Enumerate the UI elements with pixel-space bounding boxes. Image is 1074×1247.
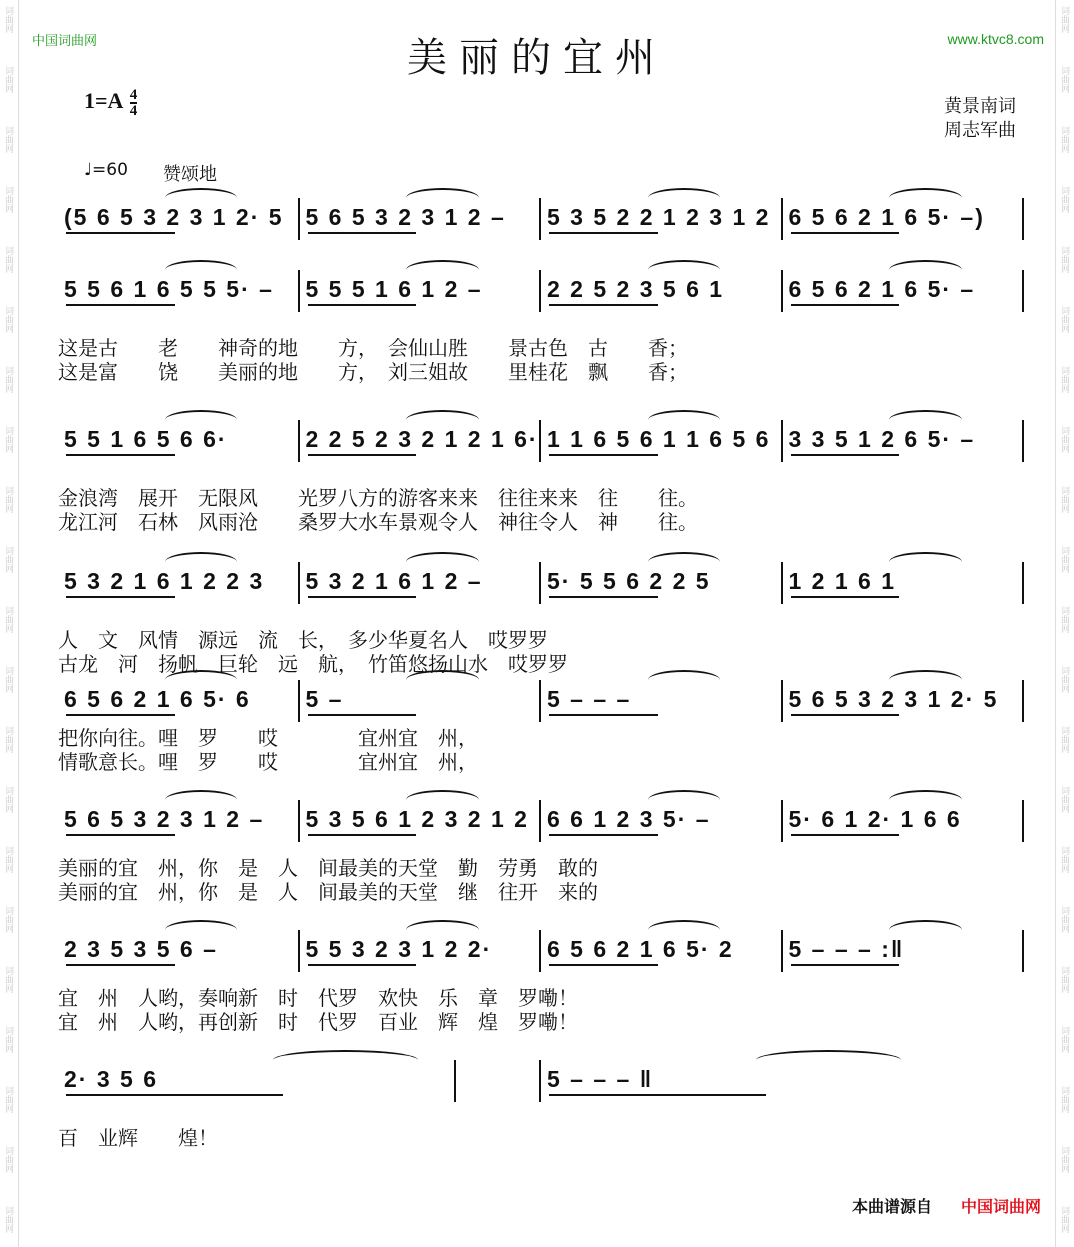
lyric-text: 百 业辉 煌！ (58, 1126, 218, 1150)
measure: 2 2 5 2 3 2 1 2 1 6· (305, 426, 539, 452)
barline (298, 930, 300, 972)
watermark-text: 词曲网 (3, 726, 13, 753)
slur-arc (889, 260, 961, 280)
watermark-text: 词曲网 (3, 426, 13, 453)
beam-underline (791, 964, 900, 966)
watermark-text: 词曲网 (1059, 186, 1069, 213)
measure: 6 5 6 2 1 6 5· –) (788, 204, 985, 230)
watermark-text: 词曲网 (1059, 246, 1069, 273)
watermark-text: 词曲网 (1059, 66, 1069, 93)
slur-arc (406, 790, 478, 810)
beam-underline (549, 596, 658, 598)
watermark-text: 词曲网 (3, 546, 13, 573)
barline (298, 800, 300, 842)
beam-underline (308, 964, 417, 966)
lyricist-credit: 黄景南词 (944, 96, 1016, 117)
barline-end (1022, 198, 1024, 240)
source-site[interactable]: 中国词曲网 (960, 1197, 1041, 1216)
lyric-text: 美丽的宜 州，你 是 人 间最美的天堂 继 往开 来的 (58, 880, 598, 904)
slur-arc (165, 790, 237, 810)
watermark-text: 词曲网 (3, 126, 13, 153)
watermark-text: 词曲网 (1059, 786, 1069, 813)
barline-end (1022, 562, 1024, 604)
beam-underline (549, 714, 658, 716)
beam-underline (549, 964, 658, 966)
watermark-text: 词曲网 (3, 66, 13, 93)
watermark-text: 词曲网 (1059, 906, 1069, 933)
beam-underline (791, 232, 900, 234)
watermark-text: 词曲网 (3, 966, 13, 993)
barline-end (454, 1060, 456, 1102)
beam-underline (791, 834, 900, 836)
source-label: 本曲谱源自 (851, 1197, 932, 1216)
slur-arc (889, 410, 961, 430)
beam-underline (549, 1094, 766, 1096)
barline (781, 800, 783, 842)
measure: 5 5 5 1 6 1 2 – (305, 276, 483, 302)
slur-arc (648, 260, 720, 280)
lyric-text: 情歌意长。哩 罗 哎 宜州宜 州， (58, 750, 478, 774)
time-top: 4 (129, 87, 138, 103)
music-system-2 (56, 270, 1022, 314)
song-title: 美丽的宜州 (407, 35, 667, 81)
measure: 3 3 5 1 2 6 5· – (788, 426, 976, 452)
slur-arc (165, 552, 237, 572)
measure: 2 2 5 2 3 5 6 1 (547, 276, 725, 302)
barline (539, 1060, 541, 1102)
watermark-text: 词曲网 (1059, 1146, 1069, 1173)
lyric-text: 宜 州 人哟，奏响新 时 代罗 欢快 乐 章 罗嘞！ (58, 986, 578, 1010)
watermark-text: 词曲网 (3, 666, 13, 693)
barline (298, 420, 300, 462)
measure: 5· 5 5 6 2 2 5 (547, 568, 711, 594)
barline (539, 562, 541, 604)
watermark-text: 词曲网 (1059, 846, 1069, 873)
measure: 5 6 5 3 2 3 1 2 – (305, 204, 506, 230)
barline (539, 420, 541, 462)
beam-underline (308, 232, 417, 234)
measure: 5 5 3 2 3 1 2 2· (305, 936, 493, 962)
measure: 5 – – – (547, 686, 632, 712)
slur-arc (406, 920, 478, 940)
measure: 5 3 5 6 1 2 3 2 1 2 (305, 806, 529, 832)
watermark-text: 词曲网 (3, 606, 13, 633)
slur-arc (273, 1050, 418, 1070)
right-margin-strip (1055, 0, 1074, 1247)
slur-arc (648, 188, 720, 208)
barline (781, 930, 783, 972)
watermark-text: 词曲网 (1059, 426, 1069, 453)
slur-arc (889, 188, 961, 208)
slur-arc (406, 410, 478, 430)
watermark-text: 词曲网 (1059, 6, 1069, 33)
slur-arc (165, 260, 237, 280)
lyric-text: 宜 州 人哟，再创新 时 代罗 百业 辉 煌 罗嘞！ (58, 1010, 578, 1034)
beam-underline (791, 596, 900, 598)
watermark-text: 词曲网 (3, 1206, 13, 1233)
site-url-right[interactable]: www.ktvc8.com (947, 31, 1044, 47)
beam-underline (66, 232, 175, 234)
beam-underline (66, 834, 175, 836)
barline (298, 562, 300, 604)
site-logo-left[interactable]: 中国词曲网 (32, 34, 98, 49)
music-system-7 (56, 930, 1022, 974)
measure: 5 6 5 3 2 3 1 2 – (64, 806, 265, 832)
measure: 5 5 6 1 6 5 5 5· – (64, 276, 274, 302)
measure: 6 6 1 2 3 5· – (547, 806, 711, 832)
barline (298, 198, 300, 240)
watermark-text: 词曲网 (3, 306, 13, 333)
slur-arc (165, 410, 237, 430)
watermark-text: 词曲网 (1059, 666, 1069, 693)
barline-end (1022, 680, 1024, 722)
music-system-3 (56, 420, 1022, 464)
slur-arc (648, 410, 720, 430)
barline-end (1022, 420, 1024, 462)
lyric-text: 这是富 饶 美丽的地 方， 刘三姐故 里桂花 飘 香； (58, 360, 688, 384)
measure: 5 – – – ‖ (547, 1066, 654, 1092)
slur-arc (889, 670, 961, 690)
beam-underline (308, 714, 417, 716)
key-signature (84, 88, 137, 118)
barline (781, 420, 783, 462)
slur-arc (648, 552, 720, 572)
slur-arc (648, 670, 720, 690)
lyric-text: 人 文 风情 源远 流 长， 多少华夏名人 哎罗罗 (58, 628, 548, 652)
beam-underline (308, 596, 417, 598)
measure: 5 6 5 3 2 3 1 2· 5 (788, 686, 999, 712)
beam-underline (549, 834, 658, 836)
watermark-text: 词曲网 (1059, 726, 1069, 753)
beam-underline (791, 304, 900, 306)
slur-arc (406, 670, 478, 690)
music-system-6 (56, 800, 1022, 844)
slur-arc (406, 552, 478, 572)
measure: 2 3 5 3 5 6 – (64, 936, 218, 962)
beam-underline (66, 454, 175, 456)
slur-arc (165, 188, 237, 208)
beam-underline (66, 304, 175, 306)
watermark-text: 词曲网 (3, 186, 13, 213)
measure: 2· 3 5 6 (64, 1066, 158, 1092)
beam-underline (308, 454, 417, 456)
measure: (5 6 5 3 2 3 1 2· 5 (64, 204, 284, 230)
slur-arc (648, 920, 720, 940)
lyric-text: 这是古 老 神奇的地 方， 会仙山胜 景古色 古 香； (58, 336, 688, 360)
beam-underline (791, 714, 900, 716)
beam-underline (791, 454, 900, 456)
watermark-text: 词曲网 (3, 246, 13, 273)
watermark-text: 词曲网 (3, 1146, 13, 1173)
watermark-text: 词曲网 (3, 1026, 13, 1053)
barline (539, 930, 541, 972)
lyric-text: 美丽的宜 州，你 是 人 间最美的天堂 勤 劳勇 敢的 (58, 856, 598, 880)
slur-arc (889, 790, 961, 810)
watermark-text: 词曲网 (3, 6, 13, 33)
beam-underline (308, 304, 417, 306)
barline (781, 270, 783, 312)
composer-credit: 周志军曲 (944, 120, 1016, 141)
slur-arc (889, 552, 961, 572)
music-system-5 (56, 680, 1022, 724)
barline-end (1022, 930, 1024, 972)
slur-arc (889, 920, 961, 940)
watermark-text: 词曲网 (1059, 366, 1069, 393)
measure: 6 5 6 2 1 6 5· 6 (64, 686, 251, 712)
measure: 6 5 6 2 1 6 5· – (788, 276, 976, 302)
barline-end (1022, 800, 1024, 842)
watermark-text: 词曲网 (1059, 546, 1069, 573)
watermark-text: 词曲网 (3, 846, 13, 873)
watermark-text: 词曲网 (3, 906, 13, 933)
beam-underline (66, 714, 175, 716)
beam-underline (549, 232, 658, 234)
watermark-text: 词曲网 (1059, 1026, 1069, 1053)
lyric-text: 金浪湾 展开 无限风 光罗八方的游客来来 往往来来 往 往。 (58, 486, 698, 510)
beam-underline (66, 1094, 283, 1096)
lyric-text: 古龙 河 扬帆 巨轮 远 航， 竹笛悠扬山水 哎罗罗 (58, 652, 568, 676)
watermark-text: 词曲网 (1059, 1206, 1069, 1233)
beam-underline (549, 304, 658, 306)
watermark-text: 词曲网 (1059, 306, 1069, 333)
expression-mark: 赞颂地 (163, 164, 217, 185)
measure: 1 2 1 6 1 (788, 568, 897, 594)
barline (298, 680, 300, 722)
music-system-1 (56, 198, 1022, 242)
slur-arc (406, 260, 478, 280)
barline (539, 800, 541, 842)
measure: 1 1 6 5 6 1 1 6 5 6 (547, 426, 771, 452)
watermark-text: 词曲网 (3, 1086, 13, 1113)
barline (781, 198, 783, 240)
watermark-text: 词曲网 (3, 486, 13, 513)
beam-underline (308, 834, 417, 836)
barline (298, 270, 300, 312)
barline (781, 680, 783, 722)
watermark-text: 词曲网 (1059, 486, 1069, 513)
slur-arc (406, 188, 478, 208)
watermark-text: 词曲网 (1059, 1086, 1069, 1113)
lyric-text: 龙江河 石林 风雨沧 桑罗大水车景观令人 神往令人 神 往。 (58, 510, 698, 534)
measure: 6 5 6 2 1 6 5· 2 (547, 936, 734, 962)
watermark-text: 词曲网 (1059, 126, 1069, 153)
time-bottom: 4 (129, 103, 138, 119)
watermark-text: 词曲网 (3, 786, 13, 813)
measure: 5 3 2 1 6 1 2 – (305, 568, 483, 594)
measure: 5 – (305, 686, 344, 712)
measure: 5 – – – :‖ (788, 936, 905, 962)
barline (781, 562, 783, 604)
barline (539, 198, 541, 240)
music-system-8 (56, 1060, 1022, 1104)
measure: 5 5 1 6 5 6 6· (64, 426, 228, 452)
beam-underline (66, 596, 175, 598)
tempo-mark: ♩=60 (84, 160, 128, 180)
barline (539, 680, 541, 722)
watermark-text: 词曲网 (1059, 606, 1069, 633)
beam-underline (549, 454, 658, 456)
barline-end (1022, 270, 1024, 312)
barline (539, 270, 541, 312)
beam-underline (66, 964, 175, 966)
lyric-text: 把你向往。哩 罗 哎 宜州宜 州， (58, 726, 478, 750)
watermark-text: 词曲网 (3, 366, 13, 393)
music-system-4 (56, 562, 1022, 606)
slur-arc (165, 920, 237, 940)
time-signature (130, 88, 138, 118)
measure: 5 3 2 1 6 1 2 2 3 (64, 568, 265, 594)
measure: 5 3 5 2 2 1 2 3 1 2 (547, 204, 771, 230)
left-margin-strip (0, 0, 19, 1247)
watermark-text: 词曲网 (1059, 966, 1069, 993)
slur-arc (756, 1050, 901, 1070)
slur-arc (165, 670, 237, 690)
slur-arc (648, 790, 720, 810)
key-label: 1=A (84, 88, 123, 114)
measure: 5· 6 1 2· 1 6 6 (788, 806, 962, 832)
